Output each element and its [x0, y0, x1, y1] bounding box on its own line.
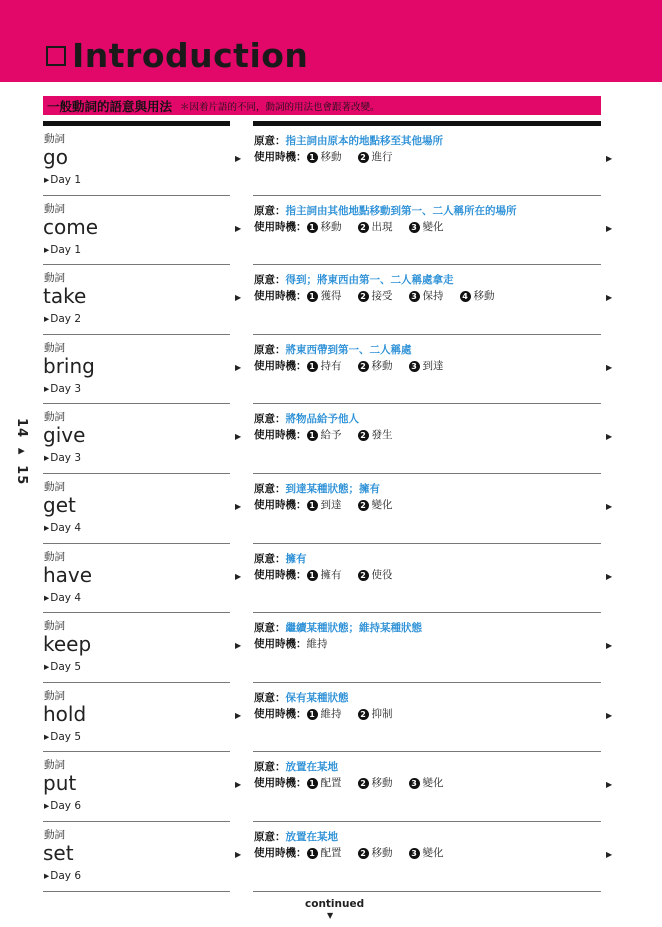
part-of-speech: 動詞 [44, 759, 65, 772]
usage-label: 使用時機： [254, 568, 307, 581]
meaning-line [254, 411, 359, 426]
circled-number-icon: 2 [358, 152, 369, 163]
circled-number-icon: 1 [307, 709, 318, 720]
meaning-label: 原意： [254, 135, 286, 147]
verb-entry-get [0, 474, 662, 544]
part-of-speech: 動詞 [44, 341, 65, 354]
verb-word: bring [43, 353, 95, 378]
usage-label: 使用時機： [254, 499, 307, 511]
verb-entry-go [0, 126, 662, 196]
meaning-text: 將物品給予他人 [285, 413, 359, 426]
meaning-label: 原意： [254, 831, 286, 843]
usage-item [307, 149, 342, 164]
usage-line [254, 497, 409, 512]
usage-text: 移動 [371, 359, 393, 372]
meaning-line [254, 690, 349, 705]
usage-text: 發生 [371, 429, 393, 442]
meaning-text: 將東西帶到第一、二人稱處 [285, 343, 412, 356]
circled-number-icon: 1 [307, 500, 318, 511]
usage-item [307, 497, 342, 512]
section-title: 一般動詞的語意與用法 [47, 98, 173, 114]
continued-label: continued [305, 898, 365, 910]
verb-word: have [43, 562, 93, 587]
page-title [46, 36, 308, 75]
usage-item [307, 358, 342, 373]
meaning-text: 放置在某地 [285, 831, 338, 843]
usage-text: 到達 [422, 359, 444, 372]
triangle-right-icon: ▶ [606, 780, 613, 790]
usage-item [358, 427, 393, 442]
meaning-label: 原意： [254, 204, 286, 217]
usage-item [307, 427, 342, 442]
circled-number-icon: 1 [307, 570, 318, 581]
circled-number-icon: 2 [358, 570, 369, 581]
meaning-text: 擁有 [285, 552, 307, 565]
verb-word: come [43, 214, 99, 239]
verb-entry-come [0, 196, 662, 266]
verb-word: go [43, 145, 68, 169]
verb-word: get [43, 493, 76, 517]
usage-item [409, 845, 444, 860]
usage-line [254, 149, 409, 164]
usage-item [307, 775, 342, 790]
usage-item [307, 567, 342, 582]
usage-text: 移動 [320, 220, 342, 233]
meaning-line [254, 829, 338, 844]
usage-line [254, 358, 460, 373]
triangle-right-icon: ▶ [235, 710, 242, 720]
circled-number-icon: 1 [307, 430, 318, 441]
usage-item [358, 497, 393, 512]
verb-entry-take [0, 265, 662, 335]
meaning-line [254, 342, 412, 357]
usage-item [409, 288, 444, 303]
day-link: ▸ Day 4 [44, 522, 81, 534]
usage-text: 給予 [320, 429, 342, 442]
verb-entry-keep [0, 613, 662, 683]
part-of-speech: 動詞 [44, 620, 65, 633]
triangle-right-icon: ▶ [606, 850, 613, 859]
circled-number-icon: 2 [358, 709, 369, 720]
circled-number-icon: 2 [358, 848, 369, 859]
circled-number-icon: 1 [307, 778, 318, 789]
usage-text: 使役 [371, 568, 393, 581]
meaning-label: 原意： [254, 413, 286, 426]
meaning-text: 繼續某種狀態；維持某種狀態 [285, 622, 422, 635]
usage-text: 獲得 [320, 290, 342, 303]
circled-number-icon: 3 [409, 361, 420, 372]
circled-number-icon: 1 [307, 291, 318, 302]
triangle-right-icon: ▶ [606, 154, 613, 163]
usage-item [358, 706, 393, 721]
day-link: ▸ Day 6 [44, 870, 81, 882]
triangle-right-icon: ▶ [606, 362, 613, 372]
day-link: ▸ Day 5 [44, 731, 81, 743]
row-divider-left [43, 891, 230, 892]
day-link: ▸ Day 2 [44, 313, 81, 325]
triangle-right-icon: ▶ [235, 432, 242, 442]
verb-word: hold [43, 701, 87, 726]
part-of-speech: 動詞 [44, 411, 65, 424]
circled-number-icon: 1 [307, 152, 318, 163]
usage-text: 持有 [320, 359, 342, 372]
triangle-right-icon: ▶ [235, 641, 242, 651]
usage-text: 配置 [320, 777, 342, 790]
meaning-line [254, 481, 380, 496]
usage-text: 移動 [320, 151, 342, 163]
triangle-right-icon: ▶ [235, 850, 242, 859]
usage-label: 使用時機： [254, 151, 307, 163]
triangle-right-icon: ▶ [606, 710, 613, 720]
day-link: ▸ Day 5 [44, 661, 81, 673]
usage-text: 移動 [371, 847, 393, 859]
usage-line [254, 636, 344, 651]
triangle-right-icon: ▶ [235, 362, 242, 372]
circled-number-icon: 2 [358, 222, 369, 233]
part-of-speech: 動詞 [44, 550, 65, 563]
usage-item [358, 567, 393, 582]
part-of-speech: 動詞 [44, 829, 65, 841]
verb-word: give [43, 423, 86, 448]
meaning-text: 到達某種狀態；擁有 [285, 483, 380, 495]
verb-word: set [43, 841, 74, 865]
page-title-text: Introduction [72, 36, 309, 75]
usage-line [254, 775, 460, 790]
triangle-right-icon: ▶ [235, 571, 242, 581]
meaning-line [254, 759, 338, 774]
usage-label: 使用時機： [254, 638, 307, 651]
meaning-label: 原意： [254, 622, 286, 635]
triangle-right-icon: ▶ [235, 502, 242, 511]
circled-number-icon: 3 [409, 848, 420, 859]
usage-text: 變化 [422, 847, 444, 859]
usage-label: 使用時機： [254, 847, 307, 859]
section-bar [43, 96, 601, 115]
meaning-line [254, 272, 454, 287]
meaning-text: 放置在某地 [285, 761, 338, 774]
usage-item [409, 775, 444, 790]
usage-line [254, 288, 511, 303]
circled-number-icon: 1 [307, 222, 318, 233]
usage-text: 移動 [371, 777, 393, 790]
usage-line [254, 845, 460, 860]
meaning-label: 原意： [254, 483, 286, 495]
usage-item [358, 149, 393, 164]
usage-item [358, 288, 393, 303]
verb-word: take [43, 284, 87, 309]
usage-label: 使用時機： [254, 290, 307, 303]
circled-number-icon: 2 [358, 430, 369, 441]
circled-number-icon: 2 [358, 500, 369, 511]
usage-text: 變化 [422, 777, 444, 790]
usage-text: 抑制 [371, 707, 393, 720]
triangle-right-icon: ▶ [606, 502, 613, 511]
usage-label: 使用時機： [254, 777, 307, 790]
meaning-label: 原意： [254, 761, 286, 774]
usage-item [358, 775, 393, 790]
usage-text: 變化 [422, 220, 444, 233]
circled-number-icon: 1 [307, 361, 318, 372]
circled-number-icon: 3 [409, 778, 420, 789]
usage-text: 移動 [473, 290, 495, 303]
meaning-line [254, 133, 443, 148]
usage-item [307, 636, 328, 651]
usage-label: 使用時機： [254, 220, 307, 233]
meaning-text: 保有某種狀態 [285, 691, 349, 704]
meaning-label: 原意： [254, 691, 286, 704]
verb-word: put [43, 771, 77, 796]
usage-item [307, 845, 342, 860]
section-note: ＊因着片語的不同，動詞的用法也會跟著改變。 [180, 101, 380, 113]
part-of-speech: 動詞 [44, 272, 65, 285]
triangle-right-icon: ▶ [235, 223, 242, 233]
usage-item [307, 219, 342, 234]
usage-text: 擁有 [320, 568, 342, 581]
usage-text: 進行 [371, 151, 393, 163]
usage-text: 保持 [422, 290, 444, 303]
triangle-right-icon: ▶ [606, 293, 613, 303]
meaning-label: 原意： [254, 274, 286, 287]
usage-item [358, 845, 393, 860]
page-number: 14 ▸ 15 [14, 418, 29, 486]
usage-line [254, 567, 409, 582]
meaning-text: 指主詞由其他地點移動到第一、二人稱所在的場所 [285, 204, 517, 217]
usage-label: 使用時機： [254, 429, 307, 442]
usage-text: 變化 [371, 499, 393, 511]
meaning-label: 原意： [254, 552, 286, 565]
day-link: ▸ Day 1 [44, 244, 81, 256]
usage-line [254, 706, 409, 721]
circled-number-icon: 2 [358, 361, 369, 372]
usage-label: 使用時機： [254, 359, 307, 372]
usage-item [307, 288, 342, 303]
down-arrow-icon: ▼ [327, 911, 334, 920]
triangle-right-icon: ▶ [606, 432, 613, 442]
verb-entry-give [0, 404, 662, 474]
verb-word: keep [43, 632, 92, 657]
circled-number-icon: 1 [307, 848, 318, 859]
triangle-right-icon: ▶ [235, 154, 242, 163]
circled-number-icon: 3 [409, 222, 420, 233]
verb-entry-bring [0, 335, 662, 405]
usage-text: 維持 [320, 707, 342, 720]
usage-item [307, 706, 342, 721]
meaning-line [254, 551, 307, 566]
row-divider-right [253, 891, 601, 892]
usage-text: 配置 [320, 847, 342, 859]
meaning-line [254, 203, 517, 218]
triangle-right-icon: ▶ [235, 780, 242, 790]
part-of-speech: 動詞 [44, 481, 65, 493]
verb-entry-put [0, 752, 662, 822]
part-of-speech: 動詞 [44, 133, 65, 145]
meaning-line [254, 620, 422, 635]
circled-number-icon: 2 [358, 291, 369, 302]
usage-text: 維持 [306, 638, 328, 651]
usage-item [460, 288, 495, 303]
verb-entry-set [0, 822, 662, 892]
day-link: ▸ Day 4 [44, 592, 81, 604]
verb-entry-hold [0, 683, 662, 753]
checkbox-square-icon [46, 46, 66, 66]
meaning-text: 得到；將東西由第一、二人稱處拿走 [285, 274, 454, 287]
usage-label: 使用時機： [254, 707, 307, 720]
usage-line [254, 427, 409, 442]
triangle-right-icon: ▶ [606, 641, 613, 651]
meaning-text: 指主詞由原本的地點移至其他場所 [285, 135, 443, 147]
day-link: ▸ Day 1 [44, 174, 81, 186]
usage-text: 出現 [371, 220, 393, 233]
circled-number-icon: 2 [358, 778, 369, 789]
triangle-right-icon: ▶ [606, 571, 613, 581]
part-of-speech: 動詞 [44, 689, 65, 702]
circled-number-icon: 4 [460, 291, 471, 302]
usage-item [409, 358, 444, 373]
day-link: ▸ Day 3 [44, 452, 81, 464]
circled-number-icon: 3 [409, 291, 420, 302]
triangle-right-icon: ▶ [606, 223, 613, 233]
usage-line [254, 219, 460, 234]
day-link: ▸ Day 3 [44, 383, 81, 395]
part-of-speech: 動詞 [44, 202, 65, 215]
usage-text: 接受 [371, 290, 393, 303]
day-link: ▸ Day 6 [44, 800, 81, 812]
usage-item [358, 219, 393, 234]
usage-item [358, 358, 393, 373]
usage-item [409, 219, 444, 234]
meaning-label: 原意： [254, 343, 286, 356]
triangle-right-icon: ▶ [235, 293, 242, 303]
usage-text: 到達 [320, 499, 342, 511]
verb-entry-have [0, 544, 662, 614]
